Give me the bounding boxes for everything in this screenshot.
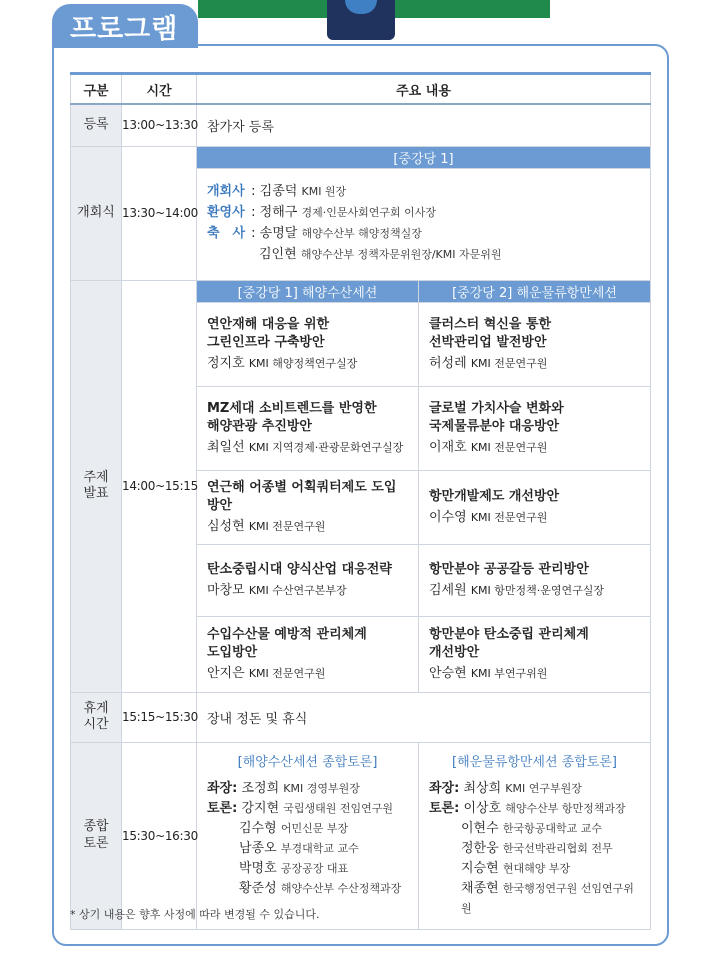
forum-time: 15:30~16:30 bbox=[122, 742, 197, 929]
speaker-title: 해양수산부 해양정책실장 bbox=[301, 227, 422, 240]
talk-speaker: 마창모 KMI 수산연구본부장 bbox=[207, 582, 347, 598]
section-title-tab bbox=[52, 4, 198, 48]
forum-head: [해양수산세션 종합토론] bbox=[237, 754, 378, 770]
talk-speaker: 이재호 KMI 전문연구원 bbox=[429, 439, 548, 455]
speaker-title: 경제·인문사회연구회 이사장 bbox=[301, 206, 436, 219]
talk-title: 개선방안 bbox=[429, 644, 480, 660]
break-content: 장내 정돈 및 휴식 bbox=[197, 692, 651, 742]
forum-panelist: 황준성 해양수산부 수산정책과장 bbox=[239, 880, 402, 896]
talk-speaker: 허성레 KMI 전문연구원 bbox=[429, 355, 548, 371]
registration-content: 참가자 등록 bbox=[197, 104, 651, 146]
talk-title: 항만분야 탄소중립 관리체계 bbox=[429, 626, 589, 642]
forum-chair: 좌장: 조정희 KMI 경영부원장 bbox=[207, 780, 360, 796]
speaker-name: 김종덕 bbox=[259, 184, 298, 199]
talk-title: 항만개발제도 개선방안 bbox=[429, 488, 560, 504]
talk-speaker: 최일선 KMI 지역경제·관광문화연구실장 bbox=[207, 439, 404, 455]
opening-speakers bbox=[197, 168, 651, 280]
forum-panelist: 박명호 공장공장 대표 bbox=[239, 860, 349, 876]
opening-time: 13:30~14:00 bbox=[122, 146, 197, 280]
talk-title: 글로벌 가치사슬 변화와 bbox=[429, 400, 564, 416]
registration-category: 등록 bbox=[71, 104, 122, 146]
illustration-container-right bbox=[395, 0, 550, 18]
forum-panelist: 채종현 한국행정연구원 선임연구위원 bbox=[461, 880, 634, 915]
talk-speaker: 정지호 KMI 해양정책연구실장 bbox=[207, 355, 358, 371]
talk-right bbox=[419, 616, 651, 692]
talk-left bbox=[197, 544, 419, 616]
registration-time: 13:00~13:30 bbox=[122, 104, 197, 146]
talk-left bbox=[197, 302, 419, 386]
role-label: 축 사 bbox=[207, 226, 246, 241]
page-title: 프로그램 bbox=[70, 13, 179, 45]
talk-speaker: 김세원 KMI 항만정책·운영연구실장 bbox=[429, 582, 605, 598]
talk-left bbox=[197, 616, 419, 692]
break-row bbox=[71, 692, 651, 742]
talk-title: 수입수산물 예방적 관리체계 bbox=[207, 626, 367, 642]
forum-panelist: 정한웅 한국선박관리협회 전무 bbox=[461, 840, 613, 856]
talk-speaker: 이수영 KMI 전문연구원 bbox=[429, 509, 548, 525]
talk-right bbox=[419, 386, 651, 470]
talk-right bbox=[419, 302, 651, 386]
opening-hall-row bbox=[71, 146, 651, 168]
talk-title: 연근해 어종별 어획쿼터제도 도입방안 bbox=[207, 479, 397, 513]
hall-right: [중강당 2] 해운물류항만세션 bbox=[419, 280, 651, 302]
illustration-container-left bbox=[198, 0, 328, 18]
hall-left: [중강당 1] 해양수산세션 bbox=[197, 280, 419, 302]
program-table bbox=[70, 72, 651, 930]
talk-title: 국제물류분야 대응방안 bbox=[429, 418, 560, 434]
speaker-name: 김인현 bbox=[259, 247, 297, 262]
opening-line: 환영사 : 정해구 경제·인문사회연구회 이사장 bbox=[207, 202, 640, 223]
header-content: 주요 내용 bbox=[197, 74, 651, 105]
break-category: 휴게 시간 bbox=[71, 692, 122, 742]
talk-title: 탄소중립시대 양식산업 대응전략 bbox=[207, 561, 392, 577]
opening-category: 개회식 bbox=[71, 146, 122, 280]
talk-title: MZ세대 소비트렌드를 반영한 bbox=[207, 400, 377, 416]
forum-category: 종합 토론 bbox=[71, 742, 122, 929]
presentation-hall-row bbox=[71, 280, 651, 302]
talk-right bbox=[419, 544, 651, 616]
opening-line: 개회사 : 김종덕 KMI 원장 bbox=[207, 181, 640, 202]
opening-line: 축 사 : 송명달 해양수산부 해양정책실장 bbox=[207, 223, 640, 244]
forum-panelist: 이현수 한국항공대학교 교수 bbox=[461, 820, 602, 836]
header-time: 시간 bbox=[122, 74, 197, 105]
talk-speaker: 안지은 KMI 전문연구원 bbox=[207, 665, 326, 681]
forum-panelist: 지승현 현대해양 부장 bbox=[461, 860, 571, 876]
forum-right bbox=[419, 742, 651, 929]
talk-title: 연안재해 대응을 위한 bbox=[207, 316, 330, 332]
talk-title: 그린인프라 구축방안 bbox=[207, 334, 325, 350]
role-label: 개회사 bbox=[207, 184, 245, 199]
forum-head: [해운물류항만세션 종합토론] bbox=[452, 754, 617, 770]
talk-title: 도입방안 bbox=[207, 644, 258, 660]
role-label: 환영사 bbox=[207, 205, 245, 220]
speaker-title: 해양수산부 정책자문위원장/KMI 자문위원 bbox=[300, 248, 502, 261]
talk-title: 항만분야 공공갈등 관리방안 bbox=[429, 561, 589, 577]
forum-row bbox=[71, 742, 651, 929]
opening-line bbox=[207, 244, 640, 265]
table-header-row bbox=[71, 74, 651, 105]
talk-title: 클러스터 혁신을 통한 bbox=[429, 316, 552, 332]
break-time: 15:15~15:30 bbox=[122, 692, 197, 742]
speaker-name: 송명달 bbox=[259, 226, 298, 241]
talk-left bbox=[197, 386, 419, 470]
forum-chair: 좌장: 최상희 KMI 연구부원장 bbox=[429, 780, 582, 796]
speaker-title: KMI 원장 bbox=[301, 185, 347, 198]
talk-title: 선박관리업 발전방안 bbox=[429, 334, 547, 350]
header-category: 구분 bbox=[71, 74, 122, 105]
registration-row bbox=[71, 104, 651, 146]
forum-panelist: 토론: 이상호 해양수산부 항만정책과장 bbox=[429, 800, 626, 816]
forum-panelist: 토론: 강지현 국립생태원 전임연구원 bbox=[207, 800, 394, 816]
talk-right bbox=[419, 470, 651, 544]
talk-title: 해양관광 추진방안 bbox=[207, 418, 312, 434]
forum-panelist: 김수형 어민신문 부장 bbox=[239, 820, 349, 836]
talk-speaker: 심성현 KMI 전문연구원 bbox=[207, 518, 326, 534]
presentation-category: 주제 발표 bbox=[71, 280, 122, 692]
speaker-name: 정해구 bbox=[259, 205, 298, 220]
presentation-time: 14:00~15:15 bbox=[122, 280, 197, 692]
talk-speaker: 안승현 KMI 부연구위원 bbox=[429, 665, 548, 681]
opening-hall: [중강당 1] bbox=[197, 146, 651, 168]
talk-left bbox=[197, 470, 419, 544]
forum-left bbox=[197, 742, 419, 929]
forum-panelist: 남종오 부경대학교 교수 bbox=[239, 840, 359, 856]
footnote: * 상기 내용은 향후 사정에 따라 변경될 수 있습니다. bbox=[70, 908, 320, 921]
